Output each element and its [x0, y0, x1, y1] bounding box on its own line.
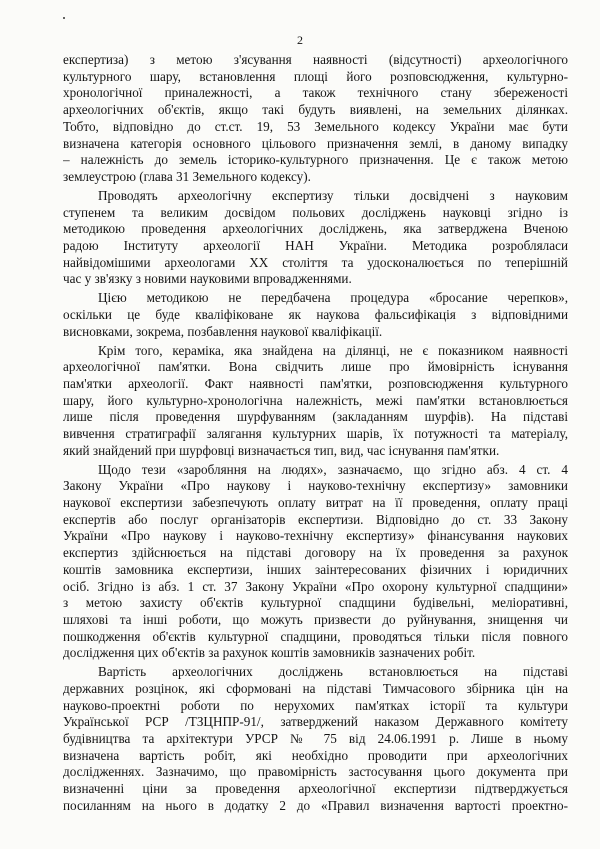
- paragraph: [63, 462, 568, 662]
- text-line: визначена категорія основного цільового призначення землі, в даному випадку: [63, 135, 568, 151]
- text-line: експертів або послуг організаторів експертизи. Відповідно до ст. 33 Закону: [63, 511, 568, 527]
- text-line: вивчення стратиграфії залягання культурних шарів, їх потужності та матеріалу,: [63, 426, 568, 442]
- paragraph: [63, 52, 568, 186]
- paragraph: [63, 290, 568, 340]
- text-line: археологічних об'єктів, якщо такі будуть виявлені, на земельних ділянках.: [63, 102, 568, 118]
- text-line: державних розцінок, які сформовані на підставі Тимчасового збірника цін на: [63, 680, 568, 696]
- text-line: Української РСР /ТЗЦНПР-91/, затверджений наказом Державного комітету: [63, 714, 568, 730]
- text-line: дослідженнях. Зазначимо, що правомірність застосування цього документа при: [63, 764, 568, 780]
- text-line: посиланням на нього в додатку 2 до «Правил визначення вартості проектно-: [63, 797, 568, 813]
- text-line: оскільки це буде кваліфіковане як наукова фальсифікація з відповідними: [63, 306, 568, 322]
- text-line: Щодо тези «заробляння на людях», зазначаємо, що згідно абз. 4 ст. 4: [98, 461, 568, 477]
- text-line: землеустрою (глава 31 Земельного кодексу).: [63, 168, 311, 184]
- text-line: шару, його культурно-хронологічна належність, межі пам'ятки встановлюється: [63, 392, 568, 408]
- text-line: дослідження цих об'єктів за рахунок коштів замовників зазначених робіт.: [63, 645, 476, 661]
- text-line: який знайдений при шурфовці визначається тип, вид, час існування пам'ятки.: [63, 442, 500, 458]
- text-line: коштів замовника експертизи, інших заінтересованих фізичних і юридичних: [63, 561, 568, 577]
- paragraph: [63, 664, 568, 814]
- text-line: експертиз здійснюється на підставі договору на їх проведення за рахунок: [63, 545, 568, 561]
- text-line: археологічної пам'ятки. Вона свідчить лише про ймовірність існування: [63, 359, 568, 375]
- text-line: найвідомішими археологами ХХ століття та удосконалюється по теперішній: [63, 254, 568, 270]
- text-line: методикою проведення археологічних досліджень, яка затверджена Вченою: [63, 221, 568, 237]
- body-text: [63, 52, 568, 817]
- text-line: будівництва та архітектури УРСР № 75 від 24.06.1991 р. Лише в ньому: [63, 731, 568, 747]
- text-line: з метою захисту об'єктів культурної спадщини будівельні, меліоративні,: [63, 595, 568, 611]
- text-line: України «Про наукову і науково-технічну експертизу» фінансування наукових: [63, 528, 568, 544]
- text-line: Вартість археологічних досліджень встановлюється на підставі: [98, 664, 568, 680]
- text-line: культурного шару, встановлення площі його розповсюдження, культурно-: [63, 68, 568, 84]
- text-line: висновками, зокрема, позбавлення наукової кваліфікації.: [63, 323, 383, 339]
- paragraph: [63, 188, 568, 288]
- paragraph: [63, 343, 568, 460]
- text-line: шляхові та інші роботи, що можуть призвести до руйнування, знищення чи: [63, 611, 568, 627]
- scan-speck: [63, 17, 65, 19]
- text-line: лише після проведення шурфуванням (закладанням шурфів). На підставі: [63, 409, 568, 425]
- text-line: наукової експертизи забезпечують оплату витрат на її проведення, оплату праці: [63, 495, 568, 511]
- text-line: Закону України «Про наукову і науково-технічну експертизу» замовники: [63, 478, 568, 494]
- text-line: науково-проектні роботи по нерухомих пам'ятках історії та культури: [63, 697, 568, 713]
- page-number: 2: [297, 33, 303, 47]
- text-line: пам'ятки археології. Факт наявності пам'ятки, розповсюдження культурного: [63, 375, 568, 391]
- text-line: визначенні ціни за проведення археологічної експертизи підтверджується: [63, 781, 568, 797]
- text-line: Цією методикою не передбачена процедура «бросание черепков»,: [98, 290, 568, 306]
- text-line: пошкодження об'єктів культурної спадщини, проводяться тільки після повного: [63, 628, 568, 644]
- text-line: ступенем та великим досвідом польових досліджень науковці згідно із: [63, 204, 568, 220]
- text-line: хронологічної приналежності, а також технічного стану збереженості: [63, 85, 568, 101]
- text-line: Тобто, відповідно до ст.ст. 19, 53 Земельного кодексу України має бути: [63, 118, 568, 134]
- text-line: осіб. Згідно із абз. 1 ст. 37 Закону України «Про охорону культурної спадщини»: [63, 578, 568, 594]
- text-line: визначена вартість робіт, які необхідно проводити при археологічних: [63, 747, 568, 763]
- text-line: Проводять археологічну експертизу тільки досвідчені з науковим: [98, 187, 568, 203]
- text-line: час у зв'язку з новими науковими впровадженнями.: [63, 271, 352, 287]
- text-line: радою Інституту археології НАН України. Методика розробляласи: [63, 237, 568, 253]
- text-line: Крім того, кераміка, яка знайдена на ділянці, не є показником наявності: [98, 342, 568, 358]
- text-line: експертиза) з метою з'ясування наявності (відсутності) археологічного: [63, 52, 568, 67]
- text-line: – належність до земель історико-культурного призначення. Це є також метою: [63, 152, 568, 168]
